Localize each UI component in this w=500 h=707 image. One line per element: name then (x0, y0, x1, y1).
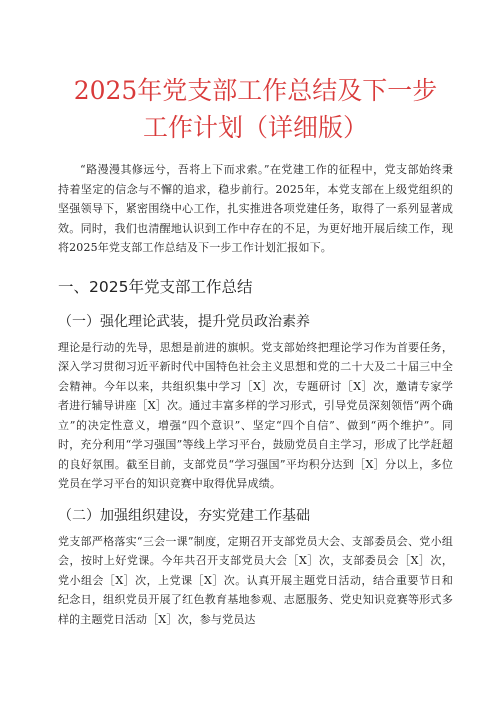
subsection-2-body: 党支部严格落实“三会一课”制度，定期召开支部党员大会、支部委员会、党小组会，按时上好党课。今年共召开支部党员大会［X］次，支部委员会［X］次，党小组会［X］次，上党课［X］次。认真开展主题党日活动，结合重要节日和纪念日，组织党员开展了红色教育基地参观、志愿服务、党史知识竞赛等形式多样的主题党日活动［X］次，参与党员达 (58, 534, 453, 626)
title-line-2: 工作计划（详细版） (142, 113, 368, 142)
section-1-heading: 一、2025年党支部工作总结 (58, 277, 253, 296)
subsection-1-body: 理论是行动的先导，思想是前进的旗帜。党支部始终把理论学习作为首要任务，深入学习贯彻习近平新时代中国特色社会主义思想和党的二十大及二十届三中全会精神。今年以来，共组织集中学习［X］次，专题研讨［X］次，邀请专家学者进行辅导讲座［X］次。通过丰富多样的学习形式，引导党员深刻领悟“两个确立”的决定性意义，增强“四个意识”、坚定“四个自信”、做到“两个维护”。同时，充分利用“学习强国”等线上学习平台，鼓励党员自主学习，形成了比学赶超的良好氛围。截至目前，支部党员“学习强国”平均积分达到［X］分以上，多位党员在学习平台的知识竞赛中取得优异成绩。 (58, 340, 453, 490)
title-line-1: 2025年党支部工作总结及下一步 (73, 76, 438, 105)
document-title (58, 0, 453, 146)
intro-paragraph: “路漫漫其修远兮，吾将上下而求索。”在党建工作的征程中，党支部始终秉持着坚定的信念与不懈的追求，稳步前行。2025年，本党支部在上级党组织的坚强领导下，紧密围绕中心工作，扎实推进各项党建任务，取得了一系列显著成效。同时，我们也清醒地认识到工作中存在的不足，为更好地开展后续工作，现将2025年党支部工作总结及下一步工作计划汇报如下。 (58, 163, 453, 254)
subsection-1-heading: （一）强化理论武装，提升党员政治素养 (58, 313, 310, 330)
subsection-2-heading: （二）加强组织建设，夯实党建工作基础 (58, 507, 310, 524)
